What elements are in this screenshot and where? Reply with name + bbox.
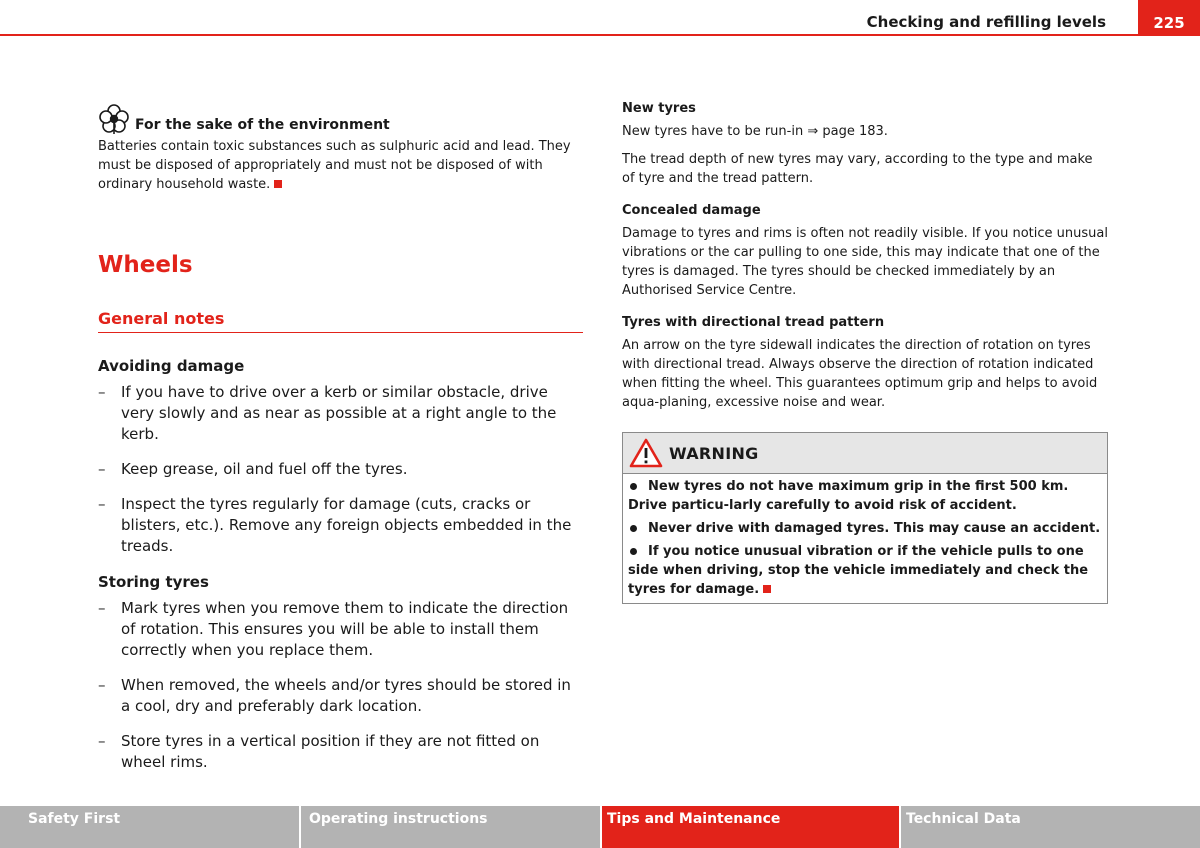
footer-tab-operating-instructions[interactable]: Operating instructions: [301, 806, 600, 848]
warning-header: [623, 433, 1107, 474]
environment-text: [98, 137, 583, 194]
page-header-title: Checking and refilling levels: [866, 13, 1106, 31]
storing-tyres-heading: Storing tyres: [98, 573, 209, 591]
list-item: – Inspect the tyres regularly for damage (cuts, cracks or blisters, etc.). Remove any foreign objects embedded in the treads.: [98, 494, 583, 557]
storing-tyres-list: [98, 598, 583, 773]
avoiding-damage-list: [98, 382, 583, 557]
avoiding-damage-heading: Avoiding damage: [98, 357, 245, 375]
section-end-marker: [763, 585, 771, 593]
left-column: [98, 100, 583, 773]
right-column: [622, 100, 1108, 604]
warning-item: [628, 477, 1102, 515]
subsection-title-general-notes: General notes: [98, 308, 583, 333]
list-item: – When removed, the wheels and/or tyres should be stored in a cool, dry and preferably dark location.: [98, 675, 583, 717]
new-tyres-text-1: New tyres have to be run-in ⇒ page 183.: [622, 124, 888, 139]
bullet-icon: [630, 548, 637, 555]
directional-tread-text: An arrow on the tyre sidewall indicates the direction of rotation on tyres with directional tread. Always observe the direction of rotation indicated when fitting the wheel. This guarantees optimum grip and helps to avoid aqua-planing, excessive noise and wear.: [622, 338, 1098, 410]
footer-tab-technical-data[interactable]: Technical Data: [901, 806, 1200, 848]
concealed-damage-heading: Concealed damage: [622, 203, 761, 218]
flower-icon: [98, 103, 130, 135]
environment-title: For the sake of the environment: [135, 117, 390, 133]
warning-title: WARNING: [669, 443, 759, 463]
header-rule: [0, 34, 1200, 36]
page-number: 225: [1138, 0, 1200, 36]
list-item: – Keep grease, oil and fuel off the tyres.: [98, 459, 583, 480]
directional-tread-heading: Tyres with directional tread pattern: [622, 315, 885, 330]
section-end-marker: [274, 180, 282, 188]
new-tyres-heading: New tyres: [622, 101, 696, 116]
warning-item: [628, 542, 1102, 599]
warning-item-text: New tyres do not have maximum grip in the first 500 km. Drive particu-larly carefully to avoid risk of accident.: [628, 479, 1069, 513]
list-item: – If you have to drive over a kerb or similar obstacle, drive very slowly and as near as possible at a right angle to the kerb.: [98, 382, 583, 445]
warning-item: [628, 519, 1102, 538]
footer-tab-tips-and-maintenance[interactable]: Tips and Maintenance: [602, 806, 899, 848]
environment-heading: [98, 103, 583, 135]
warning-item-text: Never drive with damaged tyres. This may cause an accident.: [648, 521, 1101, 536]
new-tyres-text-2: The tread depth of new tyres may vary, according to the type and make of tyre and the tread pattern.: [622, 152, 1093, 186]
warning-box: [622, 432, 1108, 604]
list-item: – Mark tyres when you remove them to indicate the direction of rotation. This ensures you will be able to install them correctly when you replace them.: [98, 598, 583, 661]
environment-text-body: Batteries contain toxic substances such as sulphuric acid and lead. They must be disposed of appropriately and must not be disposed of with ordinary household waste.: [98, 139, 571, 192]
warning-item-text: If you notice unusual vibration or if the vehicle pulls to one side when driving, stop the vehicle immediately and check the tyres for damage.: [628, 544, 1089, 597]
bullet-icon: [630, 483, 637, 490]
concealed-damage-text: Damage to tyres and rims is often not readily visible. If you notice unusual vibrations or the car pulling to one side, this may indicate that one of the tyres is damaged. The tyres should be checked immediately by an Authorised Service Centre.: [622, 226, 1108, 298]
footer-tab-safety-first[interactable]: Safety First: [0, 806, 299, 848]
list-item: – Store tyres in a vertical position if they are not fitted on wheel rims.: [98, 731, 583, 773]
footer-nav: [0, 806, 1200, 848]
bullet-icon: [630, 525, 637, 532]
warning-triangle-icon: [629, 438, 663, 468]
warning-body: [623, 474, 1107, 603]
section-title-wheels: Wheels: [98, 252, 193, 278]
